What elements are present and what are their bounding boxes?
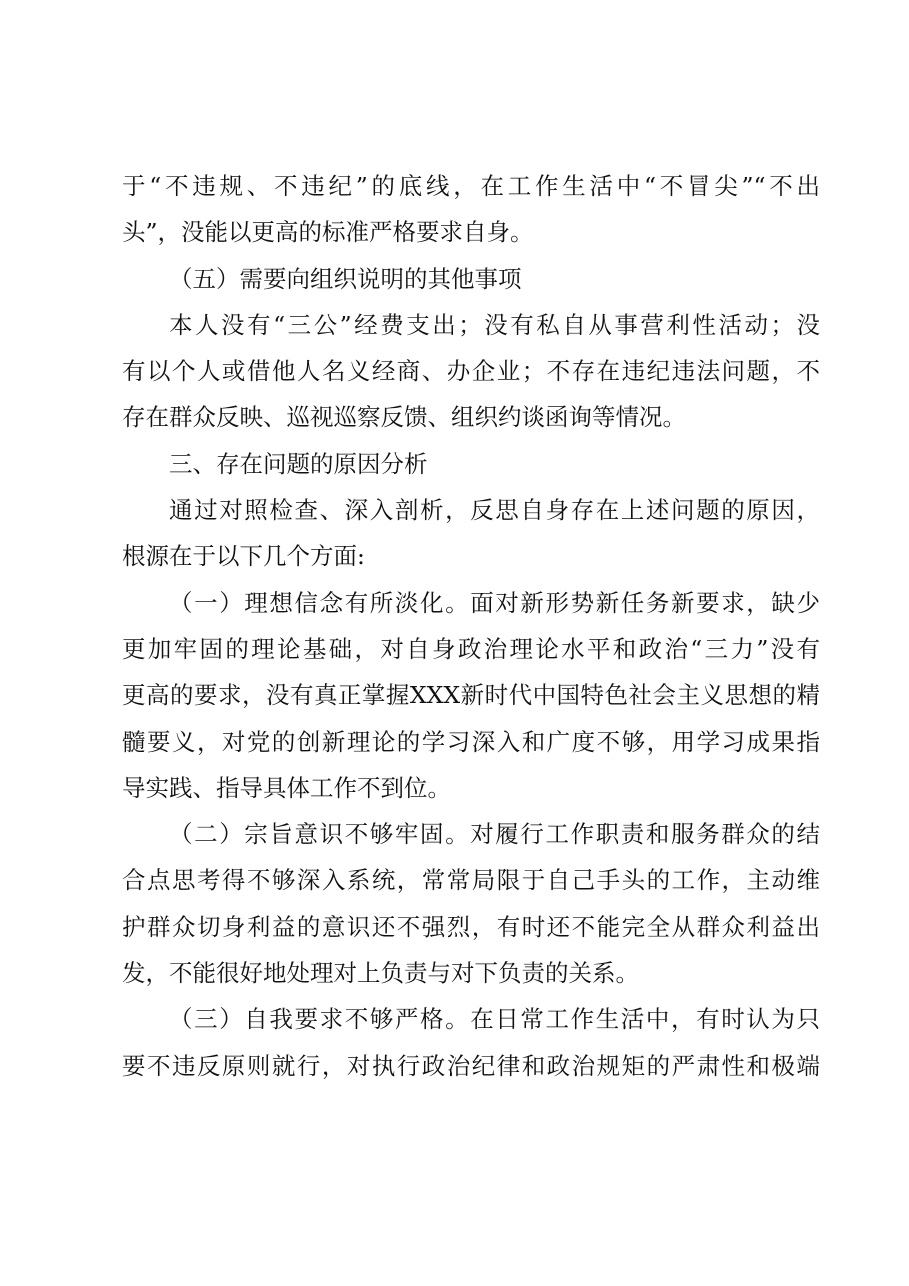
paragraph-line: 有以个人或借他人名义经商、办企业；不存在违纪违法问题，不 — [122, 357, 820, 386]
paragraph-line: 合点思考得不够深入系统，常常局限于自己手头的工作，主动维 — [122, 866, 820, 895]
paragraph-line: 要不违反原则就行，对执行政治纪律和政治规矩的严肃性和极端 — [122, 1051, 820, 1080]
paragraph-line: 于“不违规、不违纪”的底线，在工作生活中“不冒尖”“不出 — [122, 172, 820, 200]
paragraph-line: 存在群众反映、巡视巡察反馈、组织约谈函询等情况。 — [122, 403, 686, 432]
paragraph-line: 更高的要求，没有真正掌握XXX新时代中国特色社会主义思想的精 — [122, 681, 820, 710]
paragraph-line: 导实践、指导具体工作不到位。 — [122, 773, 451, 802]
paragraph-line: 通过对照检查、深入剖析，反思自身存在上述问题的原因， — [169, 496, 820, 525]
paragraph-line: 更加牢固的理论基础，对自身政治理论水平和政治“三力”没有 — [122, 634, 820, 663]
paragraph-line: 护群众切身利益的意识还不强烈，有时还不能完全从群众利益出 — [122, 912, 820, 941]
section-subheading: （五）需要向组织说明的其他事项 — [169, 264, 522, 293]
paragraph-line: 本人没有“三公”经费支出；没有私自从事营利性活动；没 — [169, 310, 820, 339]
paragraph-line: （一）理想信念有所淡化。面对新形势新任务新要求，缺少 — [169, 588, 820, 617]
paragraph-line: 头”，没能以更高的标准严格要求自身。 — [122, 218, 534, 247]
paragraph-line: （二）宗旨意识不够牢固。对履行工作职责和服务群众的结 — [169, 820, 820, 849]
paragraph-line: 髓要义，对党的创新理论的学习深入和广度不够，用学习成果指 — [122, 727, 820, 756]
paragraph-line: 根源在于以下几个方面: — [122, 542, 365, 571]
paragraph-line: 发，不能很好地处理对上负责与对下负责的关系。 — [122, 959, 639, 988]
document-body — [122, 163, 820, 1089]
section-heading: 三、存在问题的原因分析 — [169, 449, 428, 478]
paragraph-line: （三）自我要求不够严格。在日常工作生活中，有时认为只 — [169, 1005, 820, 1034]
